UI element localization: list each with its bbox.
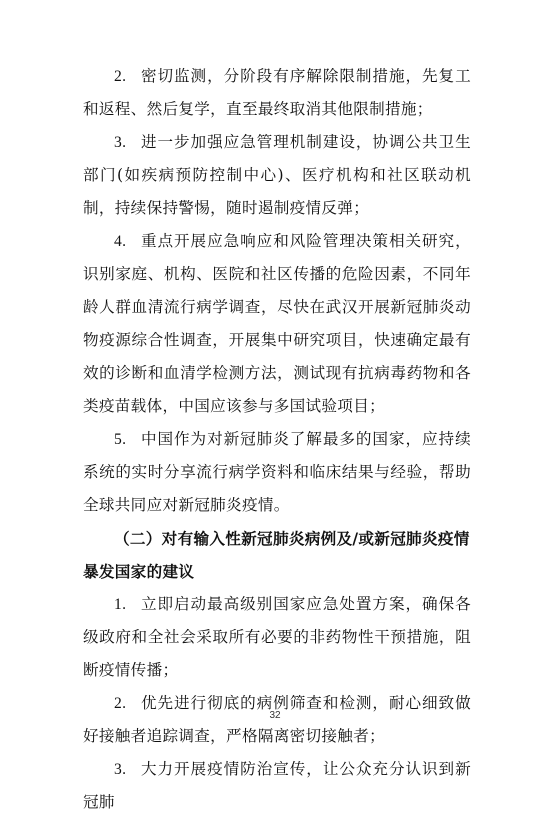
item-number: 3.	[114, 134, 127, 151]
list-item	[83, 588, 471, 687]
page-number: 32	[269, 710, 281, 721]
item-number: 3.	[114, 761, 127, 778]
item-number: 4.	[114, 233, 127, 250]
item-text: 优先进行彻底的病例筛查和检测，耐心细致做好接触者追踪调查，严格隔离密切接触者；	[83, 694, 471, 745]
item-text: 密切监测，分阶段有序解除限制措施，先复工和返程、然后复学，直至最终取消其他限制措施；	[83, 67, 471, 118]
item-number: 5.	[114, 431, 127, 448]
item-text: 大力开展疫情防治宣传，让公众充分认识到新冠肺	[83, 760, 471, 811]
document-body	[83, 60, 471, 819]
item-text: 中国作为对新冠肺炎了解最多的国家，应持续系统的实时分享流行病学资料和临床结果与经验，帮助全球共同应对新冠肺炎疫情。	[83, 430, 471, 514]
list-item	[83, 423, 471, 522]
list-item	[83, 753, 471, 819]
list-item	[83, 126, 471, 225]
item-number: 1.	[114, 596, 127, 613]
item-text: 进一步加强应急管理机制建设，协调公共卫生部门(如疾病预防控制中心)、医疗机构和社区联动机制，持续保持警惕，随时遏制疫情反弹；	[83, 133, 471, 217]
list-item	[83, 60, 471, 126]
list-item	[83, 225, 471, 423]
item-text: 立即启动最高级别国家应急处置方案，确保各级政府和全社会采取所有必要的非药物性干预措施，阻断疫情传播；	[83, 595, 471, 679]
item-text: 重点开展应急响应和风险管理决策相关研究，识别家庭、机构、医院和社区传播的危险因素，不同年龄人群血清流行病学调查，尽快在武汉开展新冠肺炎动物疫源综合性调查，开展集中研究项目，快速确定最有效的诊断和血清学检测方法，测试现有抗病毒药物和各类疫苗载体，中国应该参与多国试验项目；	[83, 232, 471, 415]
item-number: 2.	[114, 68, 127, 85]
item-number: 2.	[114, 695, 127, 712]
section-heading: （二）对有输入性新冠肺炎病例及/或新冠肺炎疫情暴发国家的建议	[83, 529, 470, 581]
